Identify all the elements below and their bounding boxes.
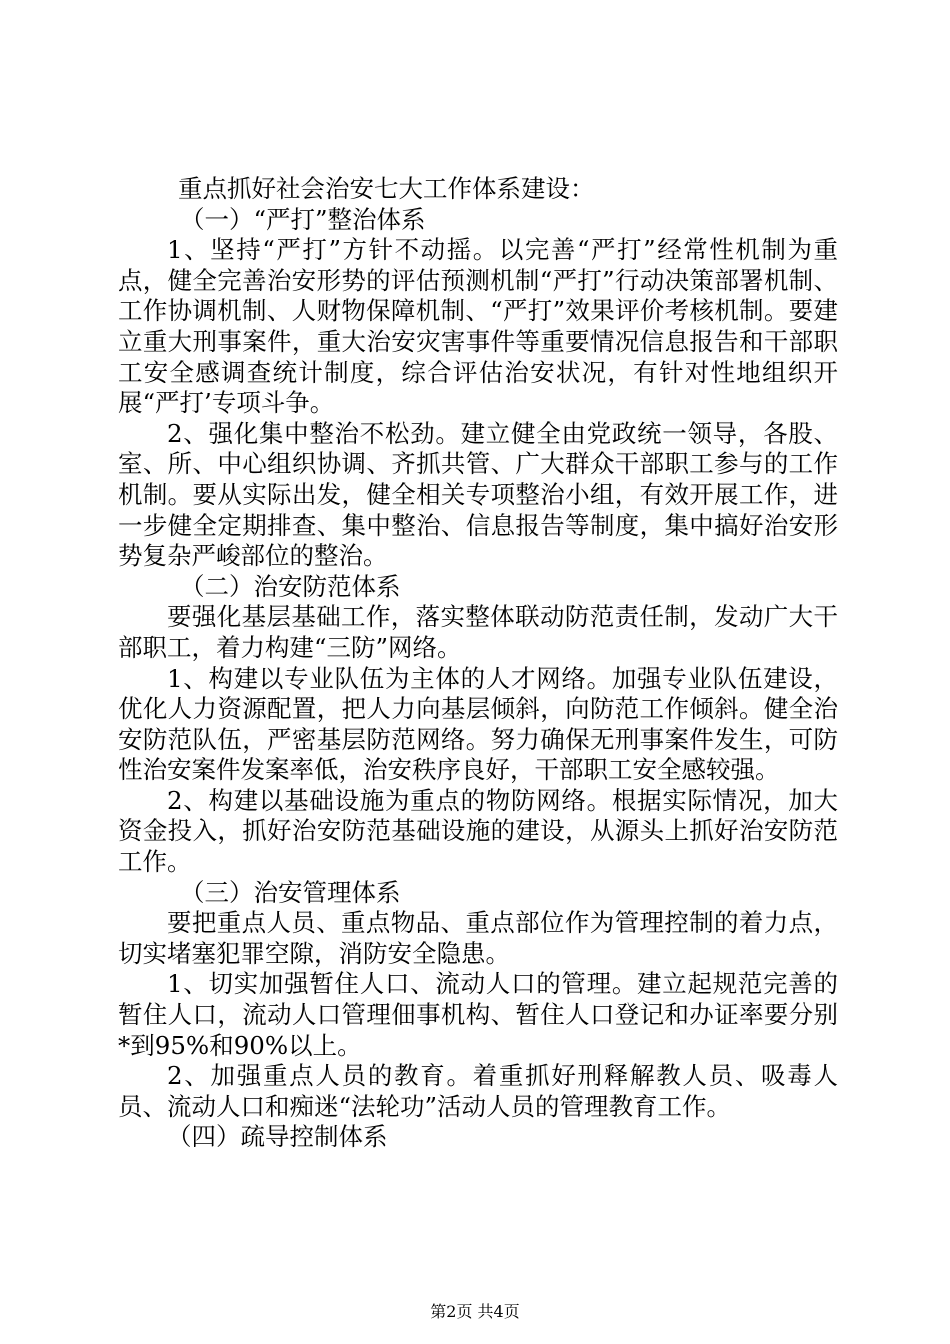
- paragraph: 1、切实加强暂住人口、流动人口的管理。建立起规范完善的暂住人口，流动人口管理佃事机构、暂住人口登记和办证率要分别*到95%和90%以上。: [118, 969, 838, 1060]
- paragraph: 2、强化集中整治不松劲。建立健全由党政统一领导，各股、室、所、中心组织协调、齐抓共管、广大群众干部职工参与的工作机制。要从实际出发，健全相关专项整治小组，有效开展工作，进一步健全定期排查、集中整治、信息报告等制度，集中搞好治安形势复杂严峻部位的整治。: [118, 418, 838, 571]
- page-footer: 第2页 共4页: [430, 1302, 520, 1321]
- section-heading-4: （四）疏导控制体系: [167, 1122, 388, 1152]
- document-body: [118, 174, 838, 1153]
- section-heading-1: （一）“严打”整治体系: [180, 204, 426, 234]
- section-heading-2: （二）治安防范体系: [180, 571, 401, 601]
- section-heading-3: （三）治安管理体系: [180, 877, 401, 907]
- intro-paragraph: 重点抓好社会治安七大工作体系建设：: [178, 174, 595, 203]
- paragraph: 1、构建以专业队伍为主体的人才网络。加强专业队伍建设，优化人力资源配置，把人力向基层倾斜，向防范工作倾斜。健全治安防范队伍，严密基层防范网络。努力确保无刑事案件发生，可防性治安案件发案率低，治安秩序良好，干部职工安全感较强。: [118, 663, 838, 785]
- paragraph: 要把重点人员、重点物品、重点部位作为管理控制的着力点，切实堵塞犯罪空隙，消防安全隐患。: [118, 908, 838, 968]
- paragraph: 1、坚持“严打”方针不动摇。以完善“严打”经常性机制为重点，健全完善治安形势的评估预测机制“严打”行动决策部署机制、工作协调机制、人财物保障机制、“严打”效果评价考核机制。要建立重大刑事案件，重大治安灾害事件等重要情况信息报告和干部职工安全感调查统计制度，综合评估治安状况，有针对性地组织开展“严打’专项斗争。: [118, 235, 838, 418]
- paragraph: 要强化基层基础工作，落实整体联动防范责任制，发动广大干部职工，着力构建“三防”网络。: [118, 602, 838, 662]
- paragraph: 2、构建以基础设施为重点的物防网络。根据实际情况，加大资金投入，抓好治安防范基础设施的建设，从源头上抓好治安防范工作。: [118, 785, 838, 877]
- paragraph: 2、加强重点人员的教育。着重抓好刑释解教人员、吸毒人员、流动人口和痴迷“法轮功”活动人员的管理教育工作。: [118, 1061, 838, 1121]
